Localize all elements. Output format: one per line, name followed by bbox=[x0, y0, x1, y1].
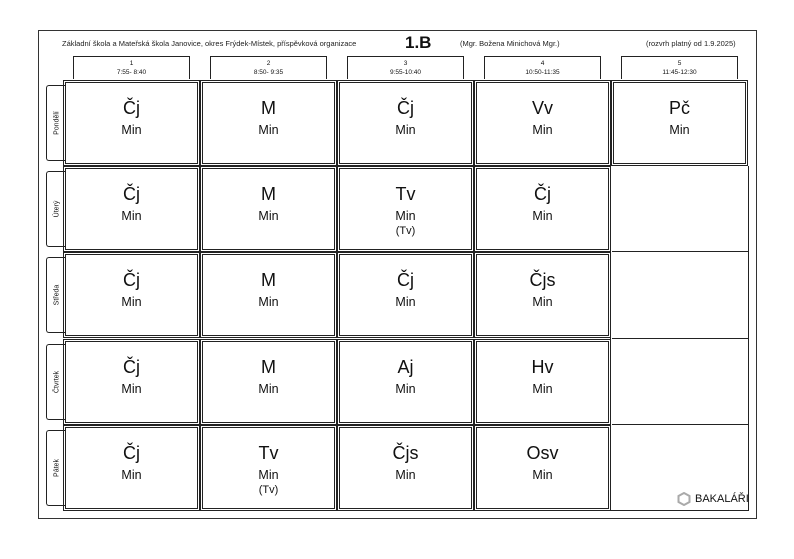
lesson-cell[interactable] bbox=[474, 425, 611, 511]
lesson-teacher: Min bbox=[258, 468, 279, 482]
period-header-4 bbox=[484, 56, 601, 79]
lesson-teacher: Min bbox=[395, 209, 416, 223]
bakalari-logo bbox=[677, 492, 749, 506]
lesson-cell[interactable] bbox=[63, 425, 200, 511]
validity-date: (rozvrh platný od 1.9.2025) bbox=[646, 39, 736, 48]
lesson-subject: Čj bbox=[397, 98, 414, 118]
period-header-1 bbox=[73, 56, 190, 79]
lesson-teacher: Min bbox=[121, 468, 142, 482]
lesson-teacher: Min bbox=[532, 123, 553, 137]
lesson-teacher: Min bbox=[532, 295, 553, 309]
period-number: 2 bbox=[266, 60, 271, 67]
period-header-2 bbox=[210, 56, 327, 79]
day-name: Pátek bbox=[53, 459, 60, 477]
day-name: Úterý bbox=[53, 200, 60, 218]
lesson-subject: Čjs bbox=[529, 270, 556, 290]
lesson-room: (Tv) bbox=[395, 225, 416, 237]
lesson-subject: Čj bbox=[534, 184, 551, 204]
lesson-cell[interactable] bbox=[474, 80, 611, 166]
lesson-teacher: Min bbox=[121, 209, 142, 223]
lesson-subject: Tv bbox=[395, 184, 416, 204]
lesson-subject: Čjs bbox=[392, 443, 419, 463]
lesson-subject: M bbox=[261, 357, 276, 377]
lesson-cell[interactable] bbox=[337, 252, 474, 338]
lesson-subject: M bbox=[261, 98, 276, 118]
lesson-cell[interactable] bbox=[474, 166, 611, 252]
empty-column-area bbox=[610, 166, 749, 511]
lesson-subject: Aj bbox=[397, 357, 414, 377]
day-name: Středa bbox=[53, 284, 60, 306]
lesson-teacher: Min bbox=[258, 209, 279, 223]
period-time: 9:55-10:40 bbox=[389, 69, 422, 76]
lesson-cell[interactable] bbox=[337, 80, 474, 166]
lesson-subject: Pč bbox=[668, 98, 690, 118]
lesson-subject: Vv bbox=[531, 98, 553, 118]
lesson-cell[interactable] bbox=[474, 339, 611, 425]
lesson-subject: M bbox=[261, 184, 276, 204]
lesson-teacher: Min bbox=[258, 295, 279, 309]
period-time: 7:55- 8:40 bbox=[116, 69, 147, 76]
school-name: Základní škola a Mateřská škola Janovice, okres Frýdek-Místek, příspěvková organizace bbox=[62, 39, 357, 48]
day-name: Pondělí bbox=[53, 111, 60, 135]
lesson-teacher: Min bbox=[258, 382, 279, 396]
lesson-subject: Hv bbox=[531, 357, 554, 377]
lesson-cell[interactable] bbox=[200, 166, 337, 252]
class-teacher: (Mgr. Božena Minichová Mgr.) bbox=[460, 39, 560, 48]
lesson-teacher: Min bbox=[258, 123, 279, 137]
hexagon-logo-icon bbox=[677, 492, 691, 506]
lesson-teacher: Min bbox=[532, 468, 553, 482]
lesson-cell[interactable] bbox=[200, 339, 337, 425]
lesson-teacher: Min bbox=[395, 382, 416, 396]
period-time: 10:50-11:35 bbox=[525, 69, 560, 76]
lesson-subject: M bbox=[261, 270, 276, 290]
lesson-subject: Čj bbox=[123, 184, 140, 204]
lesson-subject: Čj bbox=[123, 443, 140, 463]
period-number: 1 bbox=[129, 60, 134, 67]
lesson-teacher: Min bbox=[532, 382, 553, 396]
lesson-cell[interactable] bbox=[200, 80, 337, 166]
period-number: 4 bbox=[540, 60, 545, 67]
lesson-teacher: Min bbox=[395, 295, 416, 309]
lesson-teacher: Min bbox=[121, 295, 142, 309]
lesson-cell[interactable] bbox=[337, 166, 474, 252]
period-number: 3 bbox=[403, 60, 408, 67]
lesson-cell[interactable] bbox=[63, 252, 200, 338]
lesson-cell[interactable] bbox=[200, 252, 337, 338]
period-time: 11:45-12:30 bbox=[662, 69, 697, 76]
lesson-subject: Tv bbox=[258, 443, 279, 463]
class-title: 1.B bbox=[405, 33, 432, 52]
lesson-teacher: Min bbox=[121, 123, 142, 137]
lesson-cell[interactable] bbox=[63, 166, 200, 252]
day-name: Čtvrtek bbox=[53, 370, 60, 394]
period-time: 8:50- 9:35 bbox=[253, 69, 284, 76]
lesson-subject: Osv bbox=[526, 443, 559, 463]
lesson-subject: Čj bbox=[397, 270, 414, 290]
lesson-subject: Čj bbox=[123, 98, 140, 118]
lesson-teacher: Min bbox=[532, 209, 553, 223]
lesson-cell[interactable] bbox=[337, 425, 474, 511]
lesson-teacher: Min bbox=[395, 123, 416, 137]
lesson-room: (Tv) bbox=[258, 484, 279, 496]
lesson-cell[interactable] bbox=[337, 339, 474, 425]
lesson-subject: Čj bbox=[123, 270, 140, 290]
lesson-teacher: Min bbox=[669, 123, 690, 137]
period-number: 5 bbox=[677, 60, 682, 67]
logo-text: BAKALÁŘI bbox=[695, 493, 749, 505]
lesson-cell[interactable] bbox=[63, 80, 200, 166]
period-header-3 bbox=[347, 56, 464, 79]
lesson-teacher: Min bbox=[121, 382, 142, 396]
lesson-cell[interactable] bbox=[474, 252, 611, 338]
lesson-subject: Čj bbox=[123, 357, 140, 377]
lesson-cell[interactable] bbox=[63, 339, 200, 425]
lesson-teacher: Min bbox=[395, 468, 416, 482]
lesson-cell[interactable] bbox=[611, 80, 748, 166]
lesson-cell[interactable] bbox=[200, 425, 337, 511]
period-header-5 bbox=[621, 56, 738, 79]
